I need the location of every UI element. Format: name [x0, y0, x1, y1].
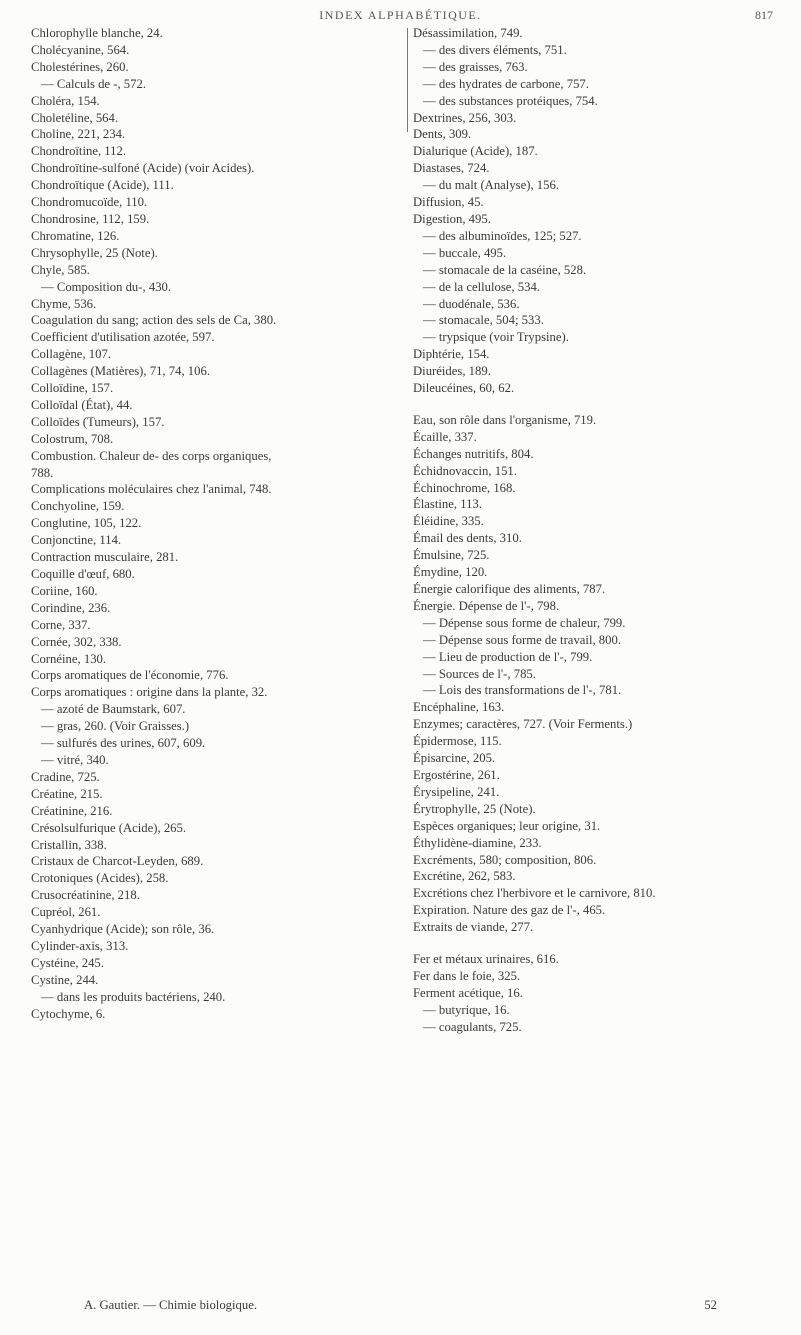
- index-entry: Chondroïtique (Acide), 111.: [31, 178, 174, 193]
- index-subentry: — Dépense sous forme de travail, 800.: [423, 632, 622, 647]
- section-gap: [413, 936, 785, 951]
- index-subentry: — Sources de l'-, 785.: [423, 666, 536, 681]
- index-entry: Crotoniques (Acides), 258.: [31, 871, 169, 886]
- index-entry: Excréments, 580; composition, 806.: [413, 852, 597, 867]
- index-entry: Chlorophylle blanche, 24.: [31, 26, 163, 40]
- index-entry: Excrétine, 262, 583.: [413, 869, 516, 884]
- section-gap: [413, 397, 785, 412]
- index-entry: Chondrosine, 112, 159.: [31, 211, 150, 226]
- index-entry: Chromatine, 126.: [31, 228, 120, 243]
- index-entry: Choletéline, 564.: [31, 110, 119, 125]
- index-entry: Épisarcine, 205.: [413, 751, 496, 766]
- index-entry: Élastine, 113.: [413, 497, 482, 512]
- index-entry: Coefficient d'utilisation azotée, 597.: [31, 330, 215, 345]
- index-entry: Conglutine, 105, 122.: [31, 516, 142, 531]
- index-entry: Eau, son rôle dans l'organisme, 719.: [413, 412, 597, 427]
- index-entry: Conchyoline, 159.: [31, 499, 125, 514]
- index-subentry: — buccale, 495.: [423, 245, 507, 260]
- index-entry: Chrysophylle, 25 (Note).: [31, 245, 158, 260]
- index-entry: Diastases, 724.: [413, 161, 490, 176]
- footer-author: A. Gautier. — Chimie biologique.: [84, 1298, 258, 1312]
- index-entry: Fer et métaux urinaires, 616.: [413, 952, 559, 967]
- index-subentry: — des hydrates de carbone, 757.: [423, 76, 589, 91]
- index-entry: Créatinine, 216.: [31, 803, 113, 818]
- index-entry: Espèces organiques; leur origine, 31.: [413, 818, 601, 833]
- index-entry: Cornée, 302, 338.: [31, 634, 122, 649]
- index-entry: Créatine, 215.: [31, 786, 103, 801]
- index-entry: Érytrophylle, 25 (Note).: [413, 801, 536, 816]
- index-entry: Fer dans le foie, 325.: [413, 968, 521, 983]
- index-entry: Échidnovaccin, 151.: [413, 463, 517, 478]
- index-entry: Conjonctine, 114.: [31, 533, 122, 548]
- index-entry: Complications moléculaires chez l'animal, 748.: [31, 482, 272, 497]
- index-entry: Éthylidène-diamine, 233.: [413, 835, 542, 850]
- index-entry: Colloïdes (Tumeurs), 157.: [31, 414, 165, 429]
- index-entry: Dents, 309.: [413, 127, 472, 142]
- index-entry: Cholécyanine, 564.: [31, 42, 130, 57]
- index-column-right: [413, 25, 785, 1036]
- index-column-left: [31, 25, 403, 1022]
- index-entry: Énergie calorifique des aliments, 787.: [413, 582, 606, 596]
- index-entry: 788.: [31, 465, 54, 480]
- index-entry: Colostrum, 708.: [31, 431, 114, 446]
- index-entry: Contraction musculaire, 281.: [31, 550, 179, 565]
- index-subentry: — trypsique (voir Trypsine).: [423, 330, 569, 345]
- index-entry: Émail des dents, 310.: [413, 531, 522, 546]
- index-subentry: — Lois des transformations de l'-, 781.: [423, 683, 622, 698]
- index-subentry: — des substances protéiques, 754.: [423, 93, 598, 108]
- index-entry: Enzymes; caractères, 727. (Voir Ferments.): [413, 717, 633, 732]
- index-subentry: — Composition du-, 430.: [41, 279, 172, 294]
- index-entry: Chondroïtine, 112.: [31, 144, 127, 159]
- index-subentry: — du malt (Analyse), 156.: [423, 178, 560, 193]
- index-entry: Collagènes (Matières), 71, 74, 106.: [31, 364, 210, 379]
- index-entry: Coriine, 160.: [31, 583, 98, 598]
- index-subentry: — stomacale, 504; 533.: [423, 313, 544, 328]
- index-subentry: — Lieu de production de l'-, 799.: [423, 649, 593, 664]
- running-title: INDEX ALPHABÉTIQUE.: [319, 8, 482, 22]
- index-subentry: — des graisses, 763.: [423, 59, 528, 74]
- index-entry: Diuréides, 189.: [413, 364, 491, 379]
- index-entry: Énergie. Dépense de l'-, 798.: [413, 598, 560, 613]
- index-entry: Cornéine, 130.: [31, 651, 107, 666]
- index-entry: Excrétions chez l'herbivore et le carnivore, 810.: [413, 886, 656, 901]
- index-entry: Coquille d'œuf, 680.: [31, 567, 135, 581]
- index-subentry: — azoté de Baumstark, 607.: [41, 702, 186, 717]
- index-entry: Coagulation du sang; action des sels de Ca, 380.: [31, 313, 277, 328]
- index-entry: Épidermose, 115.: [413, 734, 502, 749]
- index-entry: Échinochrome, 168.: [413, 480, 516, 495]
- index-subentry: — des divers éléments, 751.: [423, 42, 567, 57]
- index-entry: Colloïdine, 157.: [31, 381, 114, 396]
- footer-signature: 52: [704, 1298, 717, 1312]
- index-entry: Digestion, 495.: [413, 211, 491, 226]
- index-entry: Cytochyme, 6.: [31, 1006, 106, 1021]
- index-entry: Diphtérie, 154.: [413, 347, 490, 362]
- index-entry: Dileucéines, 60, 62.: [413, 381, 515, 396]
- index-entry: Crésolsulfurique (Acide), 265.: [31, 820, 187, 835]
- margin-rule: [407, 28, 408, 132]
- index-entry: Ferment acétique, 16.: [413, 985, 523, 1000]
- index-entry: Crusocréatinine, 218.: [31, 888, 140, 903]
- index-entry: Encéphaline, 163.: [413, 700, 505, 715]
- index-entry: Éléidine, 335.: [413, 514, 484, 529]
- index-entry: Érysipeline, 241.: [413, 784, 500, 799]
- index-subentry: — duodénale, 536.: [423, 296, 520, 311]
- index-entry: Expiration. Nature des gaz de l'-, 465.: [413, 903, 606, 918]
- index-entry: Émydine, 120.: [413, 565, 488, 580]
- index-subentry: — butyrique, 16.: [423, 1002, 510, 1017]
- page-footer: [0, 1298, 801, 1318]
- index-entry: Choline, 221, 234.: [31, 127, 126, 142]
- index-subentry: — de la cellulose, 534.: [423, 279, 540, 294]
- index-entry: Combustion. Chaleur de- des corps organiques,: [31, 448, 272, 463]
- index-entry: Ergostérine, 261.: [413, 767, 500, 782]
- index-entry: Cystéine, 245.: [31, 955, 104, 970]
- index-entry: Cystine, 244.: [31, 972, 99, 987]
- index-subentry: — des albuminoïdes, 125; 527.: [423, 228, 582, 243]
- index-entry: Échanges nutritifs, 804.: [413, 446, 534, 461]
- index-entry: Chyle, 585.: [31, 262, 90, 277]
- index-entry: Dialurique (Acide), 187.: [413, 144, 538, 159]
- index-subentry: — Dépense sous forme de chaleur, 799.: [423, 615, 626, 630]
- index-entry: Cristallin, 338.: [31, 837, 107, 852]
- index-entry: Corps aromatiques : origine dans la plante, 32.: [31, 685, 268, 700]
- index-entry: Choléra, 154.: [31, 93, 100, 108]
- index-entry: Chondromucoïde, 110.: [31, 195, 148, 210]
- index-entry: Cradine, 725.: [31, 769, 100, 784]
- index-subentry: — vitré, 340.: [41, 752, 109, 767]
- index-entry: Cholestérines, 260.: [31, 59, 129, 74]
- index-subentry: — coagulants, 725.: [423, 1019, 522, 1034]
- page-header: [0, 6, 801, 26]
- index-subentry: — Calculs de -, 572.: [41, 76, 147, 91]
- index-entry: Diffusion, 45.: [413, 195, 484, 210]
- index-entry: Chondroïtine-sulfoné (Acide) (voir Acides).: [31, 161, 255, 176]
- page-number: 817: [755, 8, 773, 22]
- index-entry: Corne, 337.: [31, 617, 91, 632]
- index-subentry: — stomacale de la caséine, 528.: [423, 262, 587, 277]
- index-entry: Chyme, 536.: [31, 296, 97, 311]
- index-entry: Corindine, 236.: [31, 600, 111, 615]
- index-subentry: — dans les produits bactériens, 240.: [41, 989, 226, 1004]
- index-subentry: — sulfurés des urines, 607, 609.: [41, 736, 206, 751]
- index-entry: Désassimilation, 749.: [413, 26, 523, 40]
- index-entry: Dextrines, 256, 303.: [413, 110, 517, 125]
- index-entry: Collagène, 107.: [31, 347, 111, 362]
- index-entry: Corps aromatiques de l'économie, 776.: [31, 668, 229, 683]
- index-entry: Écaille, 337.: [413, 429, 477, 444]
- index-entry: Extraits de viande, 277.: [413, 920, 534, 935]
- index-entry: Émulsine, 725.: [413, 548, 490, 563]
- index-subentry: — gras, 260. (Voir Graisses.): [41, 719, 190, 734]
- index-entry: Cristaux de Charcot-Leyden, 689.: [31, 854, 204, 869]
- index-entry: Cyanhydrique (Acide); son rôle, 36.: [31, 922, 215, 937]
- index-entry: Cupréol, 261.: [31, 905, 101, 920]
- index-entry: Cylinder-axis, 313.: [31, 938, 129, 953]
- index-entry: Colloïdal (État), 44.: [31, 397, 133, 412]
